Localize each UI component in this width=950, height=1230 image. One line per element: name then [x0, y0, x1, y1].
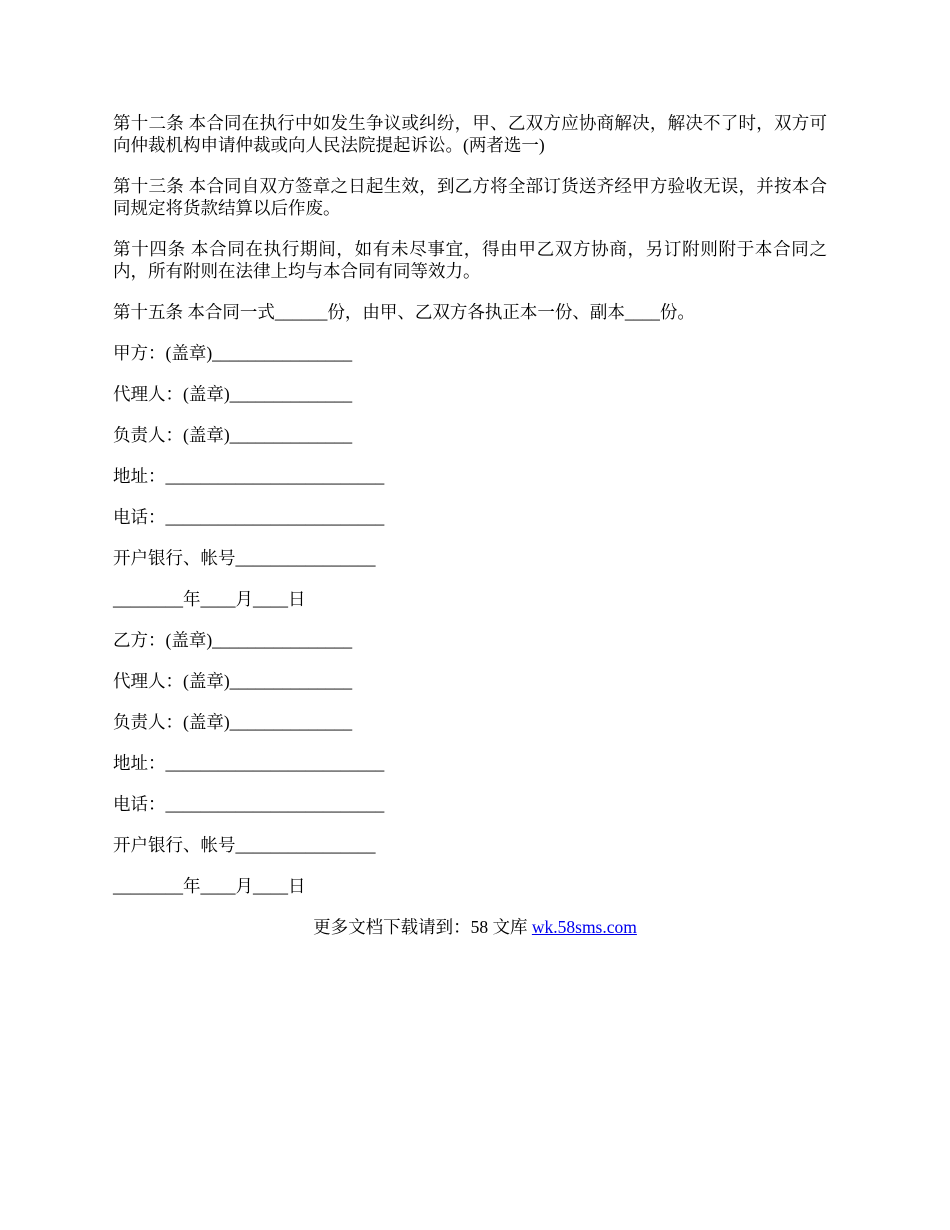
party-b-person-in-charge: 负责人：(盖章)______________: [113, 712, 353, 732]
party-b-seal: 乙方：(盖章)________________: [113, 630, 353, 650]
clause-13: 第十三条 本合同自双方签章之日起生效，到乙方将全部订货送齐经甲方验收无误，并按本合同规定将货款结算以后作废。: [113, 176, 827, 218]
party-a-address: 地址：_________________________: [113, 466, 385, 486]
party-a-seal: 甲方：(盖章)________________: [113, 343, 353, 363]
party-a-bank-account: 开户银行、帐号________________: [113, 548, 376, 568]
footer-link[interactable]: wk.58sms.com: [531, 917, 637, 937]
party-b-address: 地址：_________________________: [113, 753, 385, 773]
party-a-date: ________年____月____日: [113, 589, 306, 609]
party-b-bank-account: 开户银行、帐号________________: [113, 835, 376, 855]
clause-12: 第十二条 本合同在执行中如发生争议或纠纷，甲、乙双方应协商解决，解决不了时，双方可向仲裁机构申请仲裁或向人民法院提起诉讼。(两者选一): [113, 113, 827, 155]
footer-text: 更多文档下载请到：58 文库: [313, 917, 532, 937]
party-a-signature-block: [113, 342, 827, 610]
document-body: [113, 112, 827, 916]
download-footer: [0, 916, 950, 938]
party-a-agent: 代理人：(盖章)______________: [113, 384, 353, 404]
party-b-agent: 代理人：(盖章)______________: [113, 671, 353, 691]
party-b-phone: 电话：_________________________: [113, 794, 385, 814]
clause-14: 第十四条 本合同在执行期间，如有未尽事宜，得由甲乙双方协商，另订附则附于本合同之内，所有附则在法律上均与本合同有同等效力。: [113, 239, 827, 281]
party-b-date: ________年____月____日: [113, 876, 306, 896]
party-a-person-in-charge: 负责人：(盖章)______________: [113, 425, 353, 445]
party-b-signature-block: [113, 629, 827, 897]
party-a-phone: 电话：_________________________: [113, 507, 385, 527]
clause-15: 第十五条 本合同一式______份，由甲、乙双方各执正本一份、副本____份。: [113, 302, 695, 322]
